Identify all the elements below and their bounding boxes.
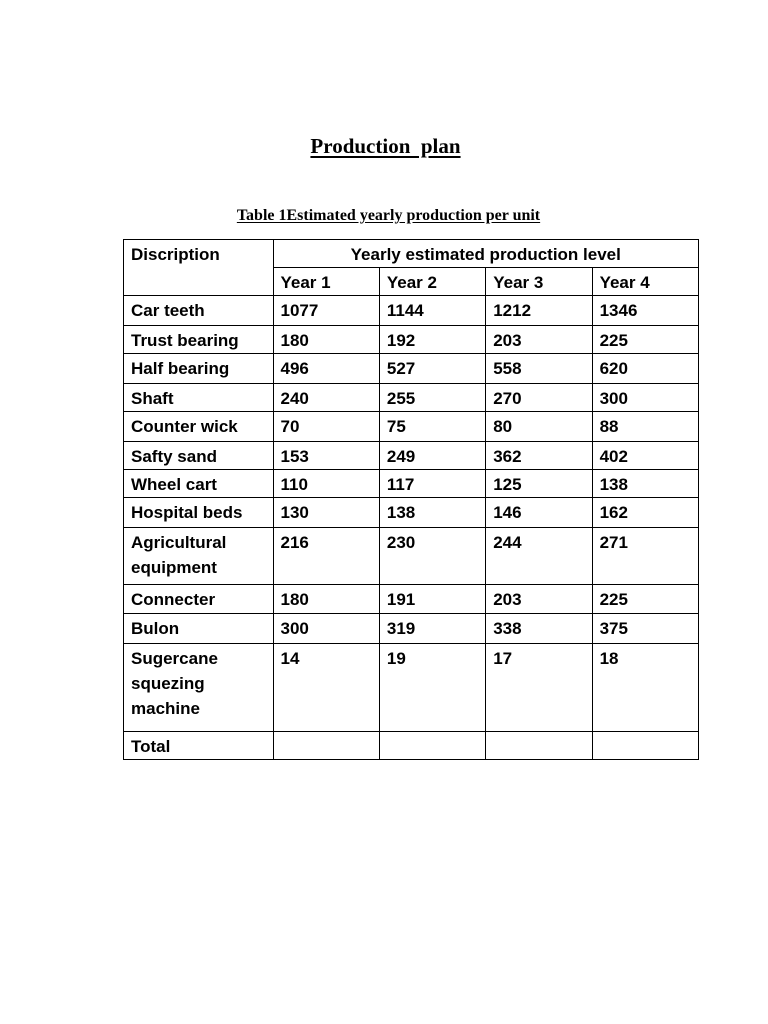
table-cell: 191 xyxy=(379,585,485,614)
row-label: Wheel cart xyxy=(124,470,274,498)
table-cell: 153 xyxy=(273,442,379,470)
table-cell: 138 xyxy=(379,498,485,528)
table-row xyxy=(124,498,699,528)
table-cell: 18 xyxy=(592,644,698,732)
table-cell: 138 xyxy=(592,470,698,498)
total-cell xyxy=(592,732,698,760)
table-cell: 14 xyxy=(273,644,379,732)
table-cell: 225 xyxy=(592,326,698,354)
table-row xyxy=(124,614,699,644)
table-cell: 70 xyxy=(273,412,379,442)
table-cell: 338 xyxy=(486,614,592,644)
table-cell: 162 xyxy=(592,498,698,528)
table-cell: 249 xyxy=(379,442,485,470)
table-cell: 375 xyxy=(592,614,698,644)
table-row xyxy=(124,354,699,384)
table-cell: 225 xyxy=(592,585,698,614)
table-cell: 402 xyxy=(592,442,698,470)
table-row xyxy=(124,644,699,732)
table-cell: 270 xyxy=(486,384,592,412)
row-label: Shaft xyxy=(124,384,274,412)
table-cell: 125 xyxy=(486,470,592,498)
year-header: Year 2 xyxy=(379,268,485,296)
row-label: Car teeth xyxy=(124,296,274,326)
table-cell: 19 xyxy=(379,644,485,732)
total-label: Total xyxy=(124,732,274,760)
table-cell: 300 xyxy=(273,614,379,644)
table-cell: 1212 xyxy=(486,296,592,326)
table-cell: 362 xyxy=(486,442,592,470)
table-cell: 110 xyxy=(273,470,379,498)
table-cell: 216 xyxy=(273,528,379,585)
row-label: Bulon xyxy=(124,614,274,644)
table-header-row xyxy=(124,240,699,268)
table-cell: 192 xyxy=(379,326,485,354)
table-caption: Table 1Estimated yearly production per unit xyxy=(236,207,541,224)
total-cell xyxy=(273,732,379,760)
yearly-estimate-header: Yearly estimated production level xyxy=(273,240,699,268)
year-header: Year 1 xyxy=(273,268,379,296)
total-row xyxy=(124,732,699,760)
table-cell: 300 xyxy=(592,384,698,412)
table-cell: 271 xyxy=(592,528,698,585)
description-header: Discription xyxy=(124,240,274,296)
table-cell: 620 xyxy=(592,354,698,384)
table-cell: 117 xyxy=(379,470,485,498)
row-label: Connecter xyxy=(124,585,274,614)
table-cell: 17 xyxy=(486,644,592,732)
table-cell: 255 xyxy=(379,384,485,412)
table-cell: 230 xyxy=(379,528,485,585)
table-cell: 203 xyxy=(486,326,592,354)
total-cell xyxy=(379,732,485,760)
row-label: Safty sand xyxy=(124,442,274,470)
table-cell: 180 xyxy=(273,326,379,354)
table-cell: 88 xyxy=(592,412,698,442)
table-cell: 80 xyxy=(486,412,592,442)
table-row xyxy=(124,326,699,354)
year-header: Year 3 xyxy=(486,268,592,296)
row-label: Hospital beds xyxy=(124,498,274,528)
table-row xyxy=(124,442,699,470)
table-row xyxy=(124,412,699,442)
table-cell: 1077 xyxy=(273,296,379,326)
table-row xyxy=(124,470,699,498)
production-table xyxy=(123,239,699,760)
row-label: Counter wick xyxy=(124,412,274,442)
table-cell: 203 xyxy=(486,585,592,614)
table-cell: 146 xyxy=(486,498,592,528)
total-cell xyxy=(486,732,592,760)
table-cell: 1346 xyxy=(592,296,698,326)
table-cell: 240 xyxy=(273,384,379,412)
table-cell: 244 xyxy=(486,528,592,585)
row-label: Trust bearing xyxy=(124,326,274,354)
table-cell: 558 xyxy=(486,354,592,384)
row-label: Agricultural equipment xyxy=(124,528,274,585)
year-header: Year 4 xyxy=(592,268,698,296)
table-row xyxy=(124,528,699,585)
table-cell: 496 xyxy=(273,354,379,384)
table-row xyxy=(124,384,699,412)
table-cell: 319 xyxy=(379,614,485,644)
table-row xyxy=(124,585,699,614)
table-cell: 75 xyxy=(379,412,485,442)
page-title: Production plan xyxy=(310,134,461,158)
table-cell: 130 xyxy=(273,498,379,528)
row-label: Sugercane squezing machine xyxy=(124,644,274,732)
table-row xyxy=(124,296,699,326)
table-cell: 1144 xyxy=(379,296,485,326)
row-label: Half bearing xyxy=(124,354,274,384)
table-cell: 180 xyxy=(273,585,379,614)
table-cell: 527 xyxy=(379,354,485,384)
